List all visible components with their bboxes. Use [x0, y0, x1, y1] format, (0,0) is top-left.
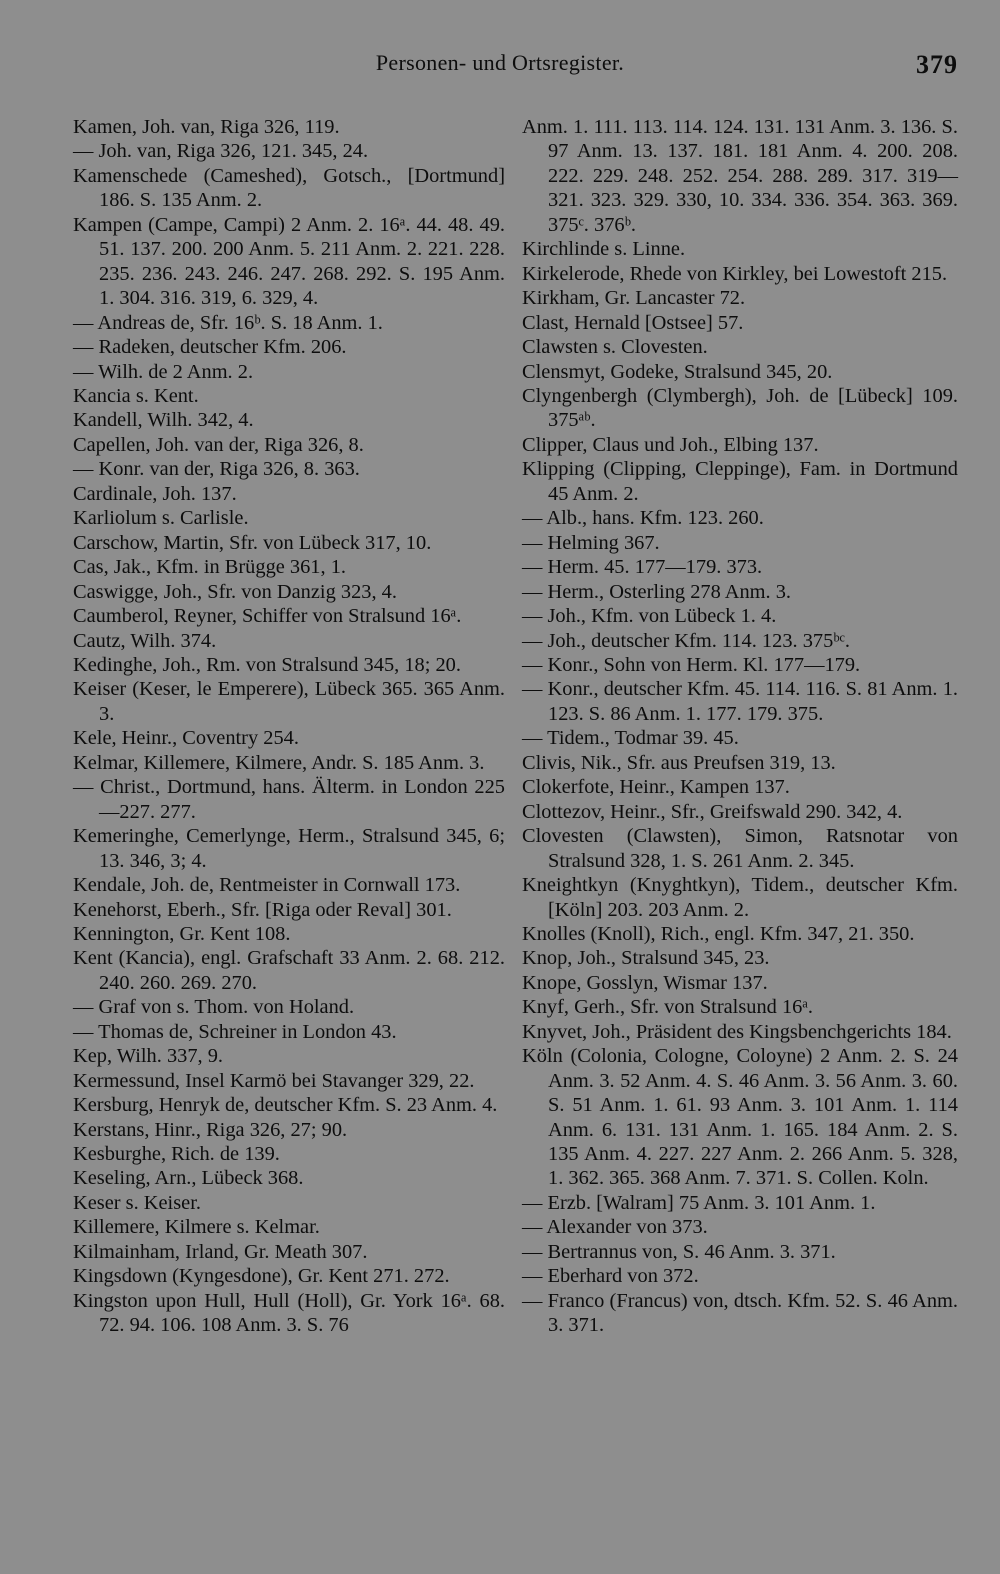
index-entry: — Herm. 45. 177—179. 373. — [522, 556, 763, 579]
index-entry: — Joh. van, Riga 326, 121. 345, 24. — [73, 140, 369, 163]
index-entry: Kirkelerode, Rhede von Kirkley, bei Lowestoft 215. — [522, 262, 948, 285]
index-entry: — Wilh. de 2 Anm. 2. — [73, 360, 254, 383]
index-entry: Kelmar, Killemere, Kilmere, Andr. S. 185 Anm. 3. — [73, 751, 485, 774]
index-entry: Kedinghe, Joh., Rm. von Stralsund 345, 18; 20. — [73, 653, 461, 676]
index-entry: — Alb., hans. Kfm. 123. 260. — [522, 507, 764, 530]
index-entry: — Joh., Kfm. von Lübeck 1. 4. — [522, 605, 777, 628]
index-entry: — Eberhard von 372. — [522, 1265, 699, 1288]
index-entry: Clensmyt, Godeke, Stralsund 345, 20. — [522, 360, 833, 383]
index-entry: Knope, Gosslyn, Wismar 137. — [522, 971, 768, 994]
index-entry: Anm. 1. 111. 113. 114. 124. 131. 131 Anm. 3. 136. S. 97 Anm. 13. 137. 181. 181 Anm. 4. 200. 208. 222. 229. 248. 252. 254. 288. 289. 317. 319—321. 323. 329. 330, 10. 334. 336. 354. 363. 369. 375ᶜ. 376ᵇ. — [522, 116, 958, 236]
index-entry: Kele, Heinr., Coventry 254. — [73, 727, 299, 750]
index-column-right — [522, 115, 958, 1338]
index-entry: Kingsdown (Kyngesdone), Gr. Kent 271. 272. — [73, 1265, 450, 1288]
index-entry: — Erzb. [Walram] 75 Anm. 3. 101 Anm. 1. — [522, 1191, 876, 1214]
index-entry: Carschow, Martin, Sfr. von Lübeck 317, 10. — [73, 531, 432, 554]
index-entry: Kilmainham, Irland, Gr. Meath 307. — [73, 1240, 368, 1263]
index-entry: Clovesten (Clawsten), Simon, Ratsnotar von Stralsund 328, 1. S. 261 Anm. 2. 345. — [522, 825, 958, 872]
index-entry: Kampen (Campe, Campi) 2 Anm. 2. 16ᵃ. 44. 48. 49. 51. 137. 200. 200 Anm. 5. 211 Anm. 2. 221. 228. 235. 236. 243. 246. 247. 268. 292. S. 195 Anm. 1. 304. 316. 319, 6. 329, 4. — [73, 213, 505, 310]
index-entry: Clokerfote, Heinr., Kampen 137. — [522, 776, 790, 799]
index-entry: Kerstans, Hinr., Riga 326, 27; 90. — [73, 1118, 348, 1141]
index-entry: Kenehorst, Eberh., Sfr. [Riga oder Reval] 301. — [73, 898, 452, 921]
index-entry: Kirchlinde s. Linne. — [522, 238, 686, 261]
index-entry: — Franco (Francus) von, dtsch. Kfm. 52. S. 46 Anm. 3. 371. — [522, 1289, 958, 1337]
index-entry: Knop, Joh., Stralsund 345, 23. — [522, 947, 770, 970]
index-entry: — Joh., deutscher Kfm. 114. 123. 375ᵇᶜ. — [522, 629, 850, 652]
index-entry: — Konr., deutscher Kfm. 45. 114. 116. S. 81 Anm. 1. 123. S. 86 Anm. 1. 177. 179. 375. — [522, 678, 958, 725]
index-entry: Kamenschede (Cameshed), Gotsch., [Dortmund] 186. S. 135 Anm. 2. — [73, 164, 505, 212]
index-entry: — Andreas de, Sfr. 16ᵇ. S. 18 Anm. 1. — [73, 311, 383, 334]
index-entry: Caumberol, Reyner, Schiffer von Stralsund 16ᵃ. — [73, 605, 462, 628]
index-entry: — Bertrannus von, S. 46 Anm. 3. 371. — [522, 1240, 836, 1263]
index-entry: Clivis, Nik., Sfr. aus Preufsen 319, 13. — [522, 751, 836, 774]
index-entry: — Graf von s. Thom. von Holand. — [73, 996, 355, 1019]
index-entry: Kingston upon Hull, Hull (Holl), Gr. York 16ᵃ. 68. 72. 94. 106. 108 Anm. 3. S. 76 — [73, 1289, 505, 1337]
index-entry: — Thomas de, Schreiner in London 43. — [73, 1020, 397, 1043]
index-entry: Clast, Hernald [Ostsee] 57. — [522, 311, 744, 334]
index-entry: Kneightkyn (Knyghtkyn), Tidem., deutscher Kfm. [Köln] 203. 203 Anm. 2. — [522, 874, 958, 921]
index-entry: — Konr., Sohn von Herm. Kl. 177—179. — [522, 653, 861, 676]
index-entry: Killemere, Kilmere s. Kelmar. — [73, 1216, 320, 1239]
index-column-left — [73, 115, 505, 1338]
index-entry: Cardinale, Joh. 137. — [73, 482, 237, 505]
index-entry: Knyf, Gerh., Sfr. von Stralsund 16ᵃ. — [522, 996, 814, 1019]
index-entry: Kesburghe, Rich. de 139. — [73, 1143, 280, 1166]
index-entry: Clyngenbergh (Clymbergh), Joh. de [Lübeck] 109. 375ᵃᵇ. — [522, 384, 958, 432]
index-entry: Knolles (Knoll), Rich., engl. Kfm. 347, 21. 350. — [522, 922, 915, 945]
index-entry: Cautz, Wilh. 374. — [73, 629, 217, 652]
index-entry: Clipper, Claus und Joh., Elbing 137. — [522, 433, 819, 456]
index-entry: Kendale, Joh. de, Rentmeister in Cornwall 173. — [73, 874, 461, 897]
index-entry: — Christ., Dortmund, hans. Älterm. in London 225—227. 277. — [73, 776, 505, 823]
index-entry: Knyvet, Joh., Präsident des Kingsbenchgerichts 184. — [522, 1020, 952, 1043]
index-entry: Kancia s. Kent. — [73, 384, 199, 407]
index-entry: Caswigge, Joh., Sfr. von Danzig 323, 4. — [73, 580, 397, 603]
index-entry: Kennington, Gr. Kent 108. — [73, 922, 291, 945]
index-entry: Kermessund, Insel Karmö bei Stavanger 329, 22. — [73, 1069, 475, 1092]
index-entry: Klipping (Clipping, Cleppinge), Fam. in Dortmund 45 Anm. 2. — [522, 458, 958, 505]
index-entry: Kirkham, Gr. Lancaster 72. — [522, 287, 746, 310]
index-entry: Keser s. Keiser. — [73, 1191, 201, 1214]
index-entry: Clawsten s. Clovesten. — [522, 336, 708, 359]
page-number: 379 — [916, 50, 958, 79]
index-entry: — Herm., Osterling 278 Anm. 3. — [522, 580, 792, 603]
index-entry: — Helming 367. — [522, 531, 660, 554]
index-entry: Kemeringhe, Cemerlynge, Herm., Stralsund 345, 6; 13. 346, 3; 4. — [73, 825, 505, 872]
index-entry: Köln (Colonia, Cologne, Coloyne) 2 Anm. 2. S. 24 Anm. 3. 52 Anm. 4. S. 46 Anm. 3. 56 Anm. 3. 60. S. 51 Anm. 1. 61. 93 Anm. 3. 101 Anm. 1. 114 Anm. 6. 131. 131 Anm. 1. 165. 184 Anm. 2. S. 135 Anm. 4. 227. 227 Anm. 2. 266 Anm. 5. 328, 1. 362. 365. 368 Anm. 7. 371. S. Collen. Koln. — [522, 1045, 958, 1190]
index-entry: Kep, Wilh. 337, 9. — [73, 1045, 224, 1068]
index-entry: — Alexander von 373. — [522, 1216, 708, 1239]
index-entry: — Radeken, deutscher Kfm. 206. — [73, 336, 347, 359]
index-entry: Kamen, Joh. van, Riga 326, 119. — [73, 116, 340, 138]
index-entry: — Tidem., Todmar 39. 45. — [522, 727, 739, 750]
index-entry: Capellen, Joh. van der, Riga 326, 8. — [73, 433, 364, 456]
index-entry: Keseling, Arn., Lübeck 368. — [73, 1167, 304, 1190]
index-entry: Karliolum s. Carlisle. — [73, 507, 249, 530]
index-entry: Clottezov, Heinr., Sfr., Greifswald 290. 342, 4. — [522, 800, 903, 823]
index-entry: Kent (Kancia), engl. Grafschaft 33 Anm. 2. 68. 212. 240. 260. 269. 270. — [73, 947, 505, 994]
index-entry: — Konr. van der, Riga 326, 8. 363. — [73, 458, 360, 481]
running-header: Personen- und Ortsregister. — [375, 50, 625, 75]
index-entry: Cas, Jak., Kfm. in Brügge 361, 1. — [73, 556, 346, 579]
index-entry: Kandell, Wilh. 342, 4. — [73, 409, 254, 432]
index-entry: Kersburg, Henryk de, deutscher Kfm. S. 23 Anm. 4. — [73, 1094, 498, 1117]
index-entry: Keiser (Keser, le Emperere), Lübeck 365. 365 Anm. 3. — [73, 678, 505, 725]
